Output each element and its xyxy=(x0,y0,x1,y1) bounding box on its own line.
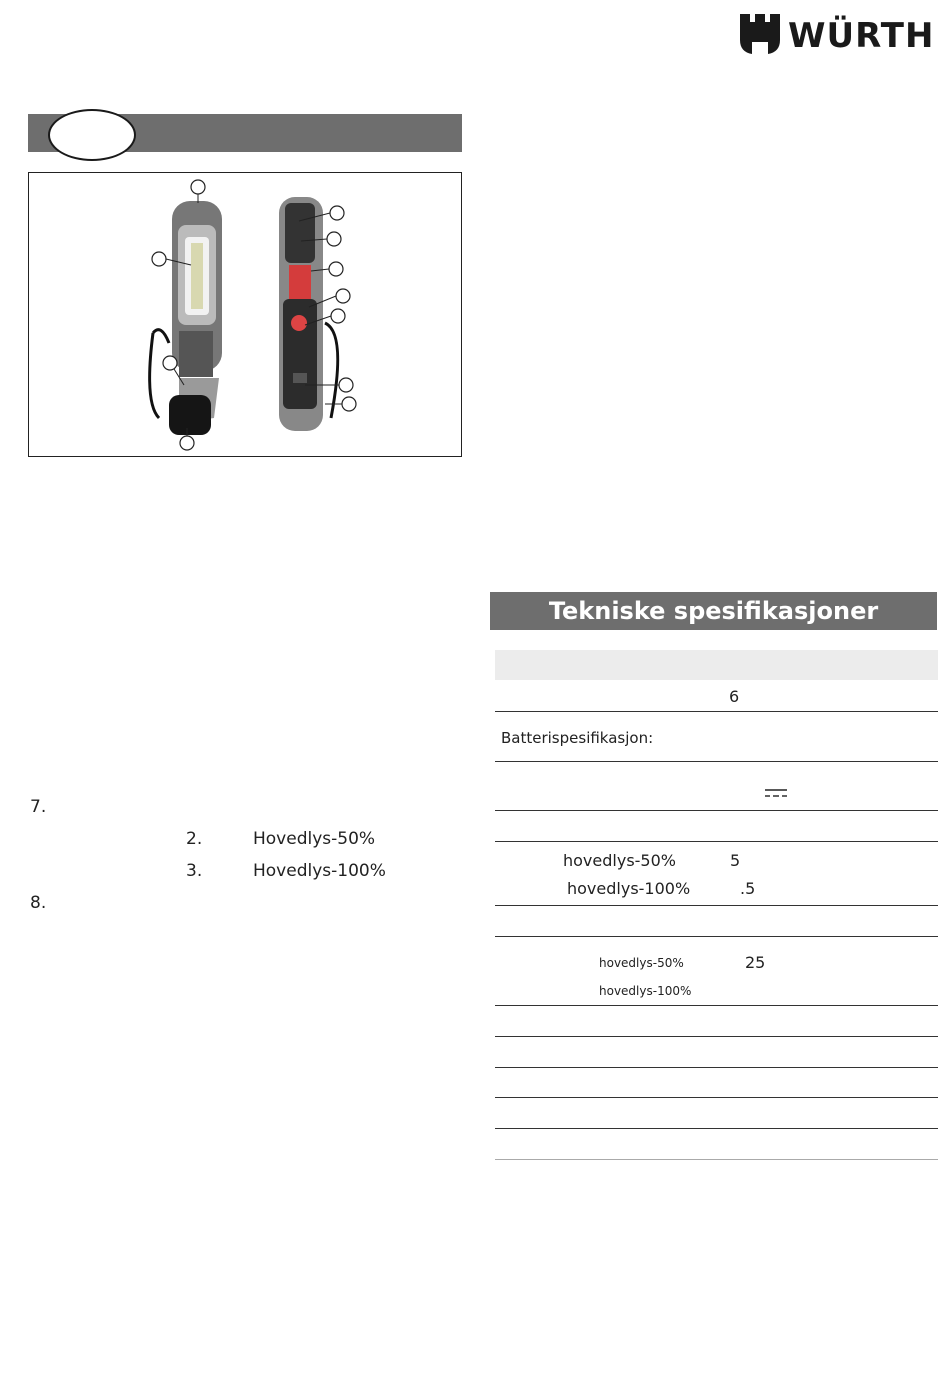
table-row-divider xyxy=(495,841,938,842)
worklight-illustration xyxy=(29,173,461,456)
spec-value: 5 xyxy=(730,851,741,870)
table-row-divider xyxy=(495,1159,938,1160)
table-row-divider xyxy=(495,761,938,762)
table-row-divider xyxy=(495,936,938,937)
spec-label: hovedlys-50% xyxy=(599,956,684,970)
list-item-number: 2. xyxy=(186,829,203,849)
spec-label: Batterispesifikasjon: xyxy=(501,729,654,747)
table-row-divider xyxy=(495,1128,938,1129)
lamp-back xyxy=(279,197,338,431)
list-item-number: 8. xyxy=(30,893,47,913)
list-item-number: 7. xyxy=(30,797,47,817)
spec-value: 6 xyxy=(729,687,740,706)
product-figure xyxy=(28,172,462,457)
table-row-divider xyxy=(495,1005,938,1006)
table-row-divider xyxy=(495,1067,938,1068)
spec-table-header-row xyxy=(495,650,938,680)
language-badge xyxy=(48,109,136,161)
dc-symbol-icon xyxy=(765,783,787,802)
table-row-divider xyxy=(495,711,938,712)
table-row-divider xyxy=(495,1097,938,1098)
table-row-divider xyxy=(495,905,938,906)
table-row-divider xyxy=(495,1036,938,1037)
spec-label: hovedlys-100% xyxy=(599,984,692,998)
spec-label: hovedlys-50% xyxy=(563,851,676,870)
list-item-text: Hovedlys-50% xyxy=(253,829,376,849)
spec-value: 25 xyxy=(745,953,766,972)
wurth-shield-icon xyxy=(738,12,782,56)
wurth-logo xyxy=(738,12,936,58)
list-item-number: 3. xyxy=(186,861,203,881)
lamp-front xyxy=(150,201,222,435)
spec-value: .5 xyxy=(740,879,756,898)
table-row-divider xyxy=(495,810,938,811)
list-item-text: Hovedlys-100% xyxy=(253,861,386,881)
spec-label: hovedlys-100% xyxy=(567,879,691,898)
spec-title: Tekniske spesifikasjoner xyxy=(548,597,879,625)
brand-name: WÜRTH xyxy=(788,16,935,56)
